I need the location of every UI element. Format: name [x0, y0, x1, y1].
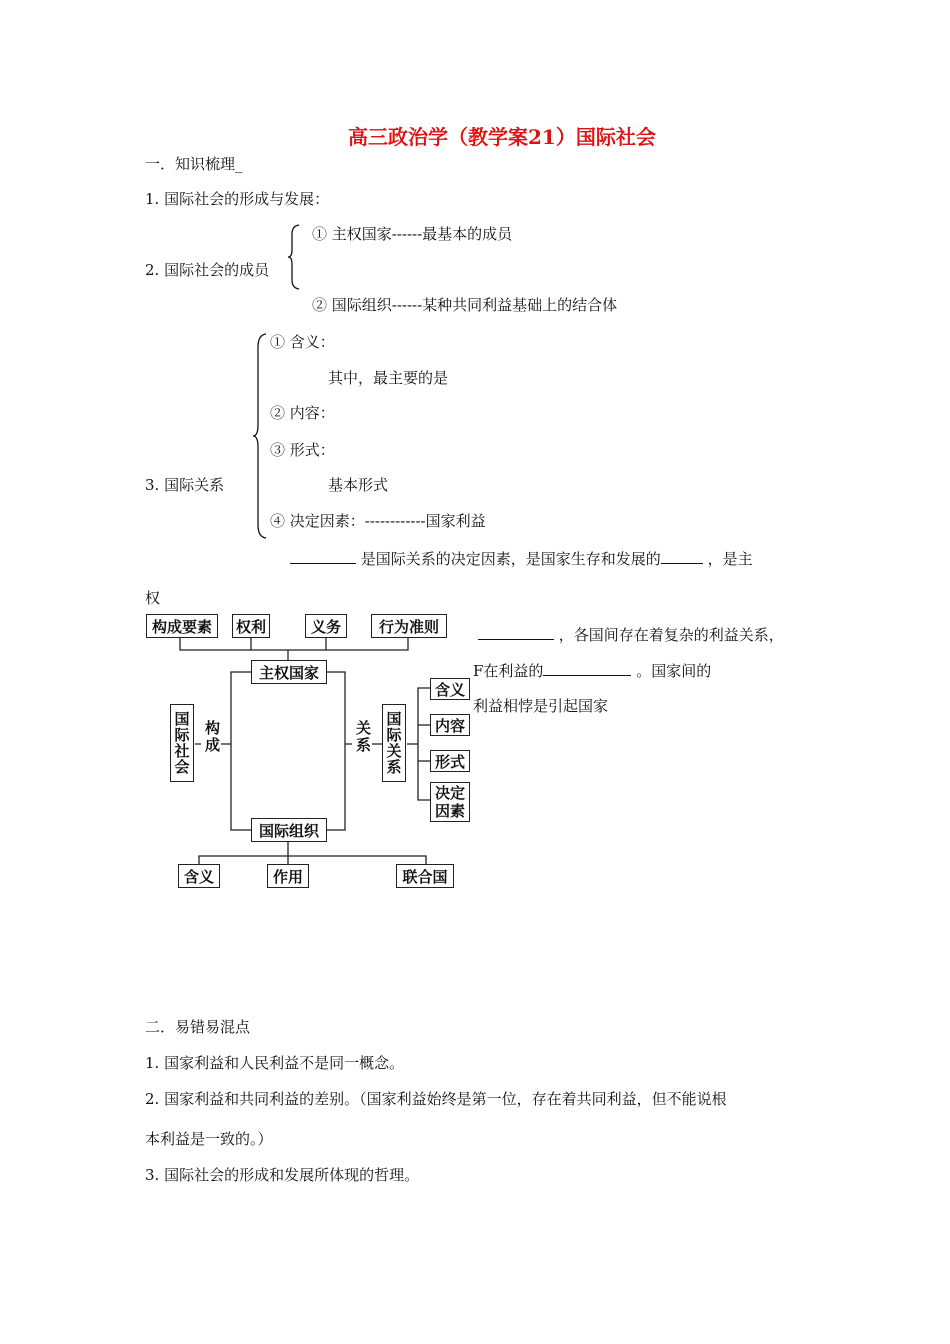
- diagram-box-international-relations: 国际关系: [382, 704, 406, 782]
- diagram-box-org-meaning: 含义: [178, 864, 220, 888]
- paragraph-text: 是国际关系的决定因素，是国家生存和发展的: [360, 550, 661, 568]
- item-2-sub-1: ① 主权国家------最基本的成员: [312, 225, 513, 243]
- diagram-box-composition-elements: 构成要素: [146, 614, 218, 638]
- paragraph-line-1-wrap: 权: [145, 589, 161, 607]
- item-3-meaning: ① 含义：: [270, 333, 335, 351]
- diagram-label-relation: 关系: [354, 720, 372, 754]
- diagram-box-duties: 义务: [305, 614, 347, 638]
- section-heading: 一．知识梳理_: [145, 155, 243, 173]
- paragraph-line-1: [290, 549, 753, 568]
- item-2-label: 2. 国际社会的成员: [145, 261, 270, 279]
- section-2-item-2: 2. 国家利益和共同利益的差别。（国家利益始终是第一位，存在着共同利益，但不能说根: [145, 1090, 727, 1108]
- item-3-form-note: 基本形式: [328, 476, 389, 494]
- concept-diagram: [140, 608, 480, 898]
- paragraph-line-2: [478, 625, 784, 644]
- diagram-box-org-role: 作用: [267, 864, 309, 888]
- section-2-item-3: 3. 国际社会的形成和发展所体现的哲理。: [145, 1166, 420, 1184]
- diagram-label-compose: 构成: [203, 720, 221, 754]
- item-3-form: ③ 形式：: [270, 441, 335, 459]
- section-2-item-1: 1. 国家利益和人民利益不是同一概念。: [145, 1054, 405, 1072]
- item-1: 1. 国际社会的形成与发展：: [145, 190, 330, 208]
- paragraph-text: ，各国间存在着复杂的利益关系，: [558, 626, 784, 644]
- fill-blank[interactable]: [543, 661, 631, 676]
- diagram-box-conduct-rules: 行为准则: [371, 614, 447, 638]
- diagram-box-united-nations: 联合国: [396, 864, 454, 888]
- item-3-content: ② 内容：: [270, 404, 335, 422]
- brace-icon: [287, 224, 301, 290]
- diagram-box-sovereign-state: 主权国家: [251, 660, 327, 684]
- item-3-factor: ④ 决定因素：------------国家利益: [270, 512, 486, 530]
- section-2-item-2-wrap: 本利益是一致的。）: [145, 1130, 273, 1148]
- brace-icon: [252, 333, 268, 539]
- paragraph-text: F在利益的: [473, 662, 544, 680]
- page-title: 高三政治学（教学案21）国际社会: [348, 125, 656, 149]
- item-2-sub-2: ② 国际组织------某种共同利益基础上的结合体: [312, 296, 618, 314]
- paragraph-text: 。国家间的: [636, 662, 712, 680]
- paragraph-line-4: 利益相悖是引起国家: [473, 697, 609, 715]
- item-3-meaning-note: 其中，最主要的是: [328, 369, 449, 387]
- paragraph-line-3: [473, 661, 711, 680]
- diagram-box-deciding-factor: 决定因素: [430, 782, 470, 822]
- item-3-label: 3. 国际关系: [145, 476, 225, 494]
- diagram-box-rights: 权利: [232, 614, 270, 638]
- fill-blank[interactable]: [478, 625, 554, 640]
- section-heading: 二．易错易混点: [145, 1018, 251, 1036]
- fill-blank[interactable]: [661, 549, 703, 564]
- diagram-box-international-society: 国际社会: [170, 704, 194, 782]
- diagram-box-form: 形式: [430, 750, 470, 772]
- diagram-box-content: 内容: [430, 714, 470, 736]
- diagram-box-international-organization: 国际组织: [251, 818, 327, 842]
- diagram-box-meaning: 含义: [430, 678, 470, 700]
- fill-blank[interactable]: [290, 549, 356, 564]
- paragraph-text: ，是主: [707, 550, 753, 568]
